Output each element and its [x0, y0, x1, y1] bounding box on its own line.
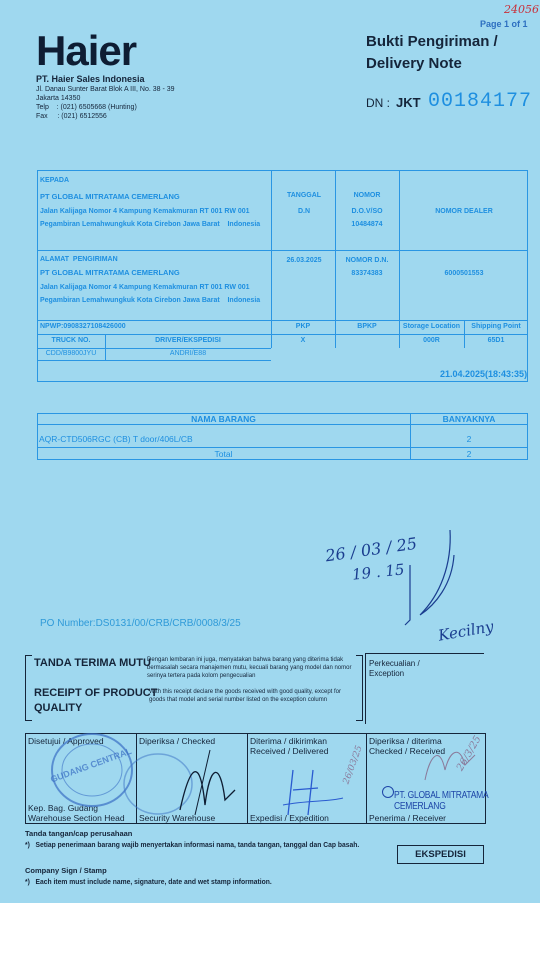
- receipt-text-en: With this receipt declare the goods received with good quality, except for goods that model and serial number listed on the exception column: [149, 689, 341, 703]
- pkp-label: PKP: [295, 323, 311, 330]
- haier-logo: Haier: [36, 27, 137, 74]
- divider: [37, 320, 528, 321]
- divider: [399, 170, 400, 348]
- expedition-signature: [278, 760, 348, 820]
- checked-title: Security Warehouse: [139, 813, 216, 823]
- exception-label: Perkecualian / Exception: [369, 659, 420, 678]
- company-address-line2: Jakarta 14350: [36, 95, 81, 102]
- divider: [37, 334, 528, 335]
- storage-location-label: Storage Location: [402, 323, 461, 330]
- approved-title1: Kep. Bag. Gudang: [28, 803, 98, 813]
- checked-received-label1: Diperiksa / diterima: [369, 736, 442, 746]
- receipt-text-id: Dengan lembaran ini juga, menyatakan bahwa barang yang diterima tidak bermasalah secara manajemen mutu, kecuali barang yang model dan nomor serinya tertera pada kolom pengecualian: [147, 657, 352, 679]
- driver-value: ANDRI/E88: [169, 350, 207, 357]
- tanggal-value: D.N: [297, 208, 311, 215]
- divider: [366, 733, 367, 824]
- nomor-label: NOMOR: [353, 192, 381, 199]
- po-number: PO Number:DS0131/00/CRB/CRB/0008/3/25: [40, 618, 241, 629]
- security-signature: [170, 745, 250, 820]
- divider: [37, 348, 271, 349]
- footer-note2: *) Each item must include name, signature, date and wet stamp information.: [25, 877, 272, 886]
- handwritten-date: 26 / 03 / 25: [324, 533, 419, 566]
- kepada-address1: Jalan Kalijaga Nomor 4 Kampung Kemakmuran RT 001 RW 001: [40, 208, 250, 215]
- footer-note2-title: Company Sign / Stamp: [25, 866, 107, 875]
- dn-label: DN :: [366, 96, 390, 110]
- company-fax: Fax : (021) 6512556: [36, 113, 107, 120]
- receipt-bracket-left: [25, 655, 32, 721]
- page-label: Page 1 of 1: [480, 19, 528, 29]
- bpkp-label: BPKP: [357, 323, 377, 330]
- footer-note1-title: Tanda tangan/cap perusahaan: [25, 829, 133, 838]
- shipping-point-value: 65D1: [487, 337, 505, 344]
- receiver-signature: [420, 735, 480, 790]
- kepada-label: KEPADA: [40, 177, 70, 184]
- approved-title2: Warehouse Section Head: [28, 813, 125, 823]
- nomor-do-value: 10484874: [351, 221, 383, 228]
- doc-title-line1: Bukti Pengiriman /: [366, 33, 498, 50]
- npwp: NPWP:0908327108426000: [40, 323, 126, 330]
- company-address-line1: Jl. Danau Sunter Barat Blok A III, No. 38 - 39: [36, 86, 175, 93]
- receipt-title-en-line1: RECEIPT OF PRODUCT: [34, 687, 158, 699]
- divider: [37, 424, 528, 425]
- company-telp: Telp : (021) 6505668 (Hunting): [36, 104, 137, 111]
- alamat-name: PT GLOBAL MITRATAMA CEMERLANG: [40, 268, 180, 277]
- storage-location-value: 000R: [423, 337, 440, 344]
- item-qty-header: BANYAKNYA: [442, 414, 496, 424]
- print-timestamp: 21.04.2025(18:43:35): [440, 369, 528, 379]
- received-title: Expedisi / Expedition: [250, 813, 329, 823]
- total-value: 2: [466, 449, 472, 459]
- receipt-bracket-right: [356, 655, 363, 721]
- received-handwritten-date: 26/03/25: [341, 744, 365, 786]
- handwritten-signature-po: Kecilny: [436, 617, 495, 645]
- checked-label: Diperiksa / Checked: [139, 736, 216, 746]
- dn-prefix: JKT: [396, 95, 421, 110]
- receiver-handwritten-date: 26/3/25: [454, 734, 484, 773]
- dn-number: 00184177: [428, 90, 533, 113]
- stamp-text: GUDANG CENTRAL: [49, 745, 133, 785]
- truck-no-value: CDD/B9800JYU: [45, 350, 97, 357]
- item-qty: 2: [466, 434, 472, 444]
- company-name: PT. Haier Sales Indonesia: [36, 74, 145, 84]
- total-label: Total: [214, 449, 233, 459]
- footer-note1: *) Setiap penerimaan barang wajib menyertakan informasi nama, tanda tangan, tanggal dan Cap basah.: [25, 840, 360, 849]
- kepada-name: PT GLOBAL MITRATAMA CEMERLANG: [40, 192, 180, 201]
- item-name-header: NAMA BARANG: [191, 414, 256, 424]
- alamat-label: ALAMAT PENGIRIMAN: [40, 256, 118, 263]
- tanggal-label: TANGGAL: [286, 192, 322, 199]
- received-label2: Received / Delivered: [250, 746, 329, 756]
- divider: [335, 170, 336, 348]
- doc-title-line2: Delivery Note: [366, 55, 462, 72]
- item-name: AQR-CTD506RGC (CB) T door/406L/CB: [39, 434, 193, 444]
- receipt-title-id: TANDA TERIMA MUTU: [34, 657, 151, 669]
- divider: [37, 447, 528, 448]
- handwritten-doc-number: 24056: [504, 3, 539, 16]
- signature-scribble-top: [390, 525, 470, 635]
- divider: [271, 170, 272, 348]
- received-label1: Diterima / dikirimkan: [250, 736, 327, 746]
- receiver-stamp-circle: [382, 786, 394, 798]
- handwritten-time: 19 . 15: [351, 560, 406, 584]
- approved-label: Disetujui / Approved: [28, 736, 104, 746]
- dealer-number: 6000501553: [444, 270, 484, 277]
- driver-label: DRIVER/EKSPEDISI: [155, 337, 221, 344]
- receipt-title-en-line2: QUALITY: [34, 702, 83, 714]
- alamat-address2: Pegambiran Lemahwungkuk Kota Cirebon Jawa Barat Indonesia: [40, 297, 261, 304]
- nomor-do-label: D.O.V/SO: [351, 208, 383, 215]
- divider: [37, 360, 271, 361]
- receiver-title: Penerima / Receiver: [369, 813, 447, 823]
- checked-received-label2: Checked / Received: [369, 746, 446, 756]
- nomor-dealer-label: NOMOR DEALER: [435, 208, 493, 215]
- kepada-address2: Pegambiran Lemahwungkuk Kota Cirebon Jawa Barat Indonesia: [40, 221, 261, 228]
- ekspedisi-label: EKSPEDISI: [415, 849, 466, 860]
- alamat-address1: Jalan Kalijaga Nomor 4 Kampung Kemakmuran RT 001 RW 001: [40, 284, 250, 291]
- delivery-date: 26.03.2025: [286, 257, 322, 264]
- nomor-dn-label: NOMOR D.N.: [345, 257, 389, 264]
- divider: [37, 250, 528, 251]
- pkp-value: X: [300, 337, 306, 344]
- receiver-stamp-company: PT. GLOBAL MITRATAMA CEMERLANG: [394, 790, 488, 812]
- nomor-dn-value: 83374383: [351, 270, 383, 277]
- shipping-point-label: Shipping Point: [471, 323, 521, 330]
- truck-no-label: TRUCK NO.: [51, 337, 91, 344]
